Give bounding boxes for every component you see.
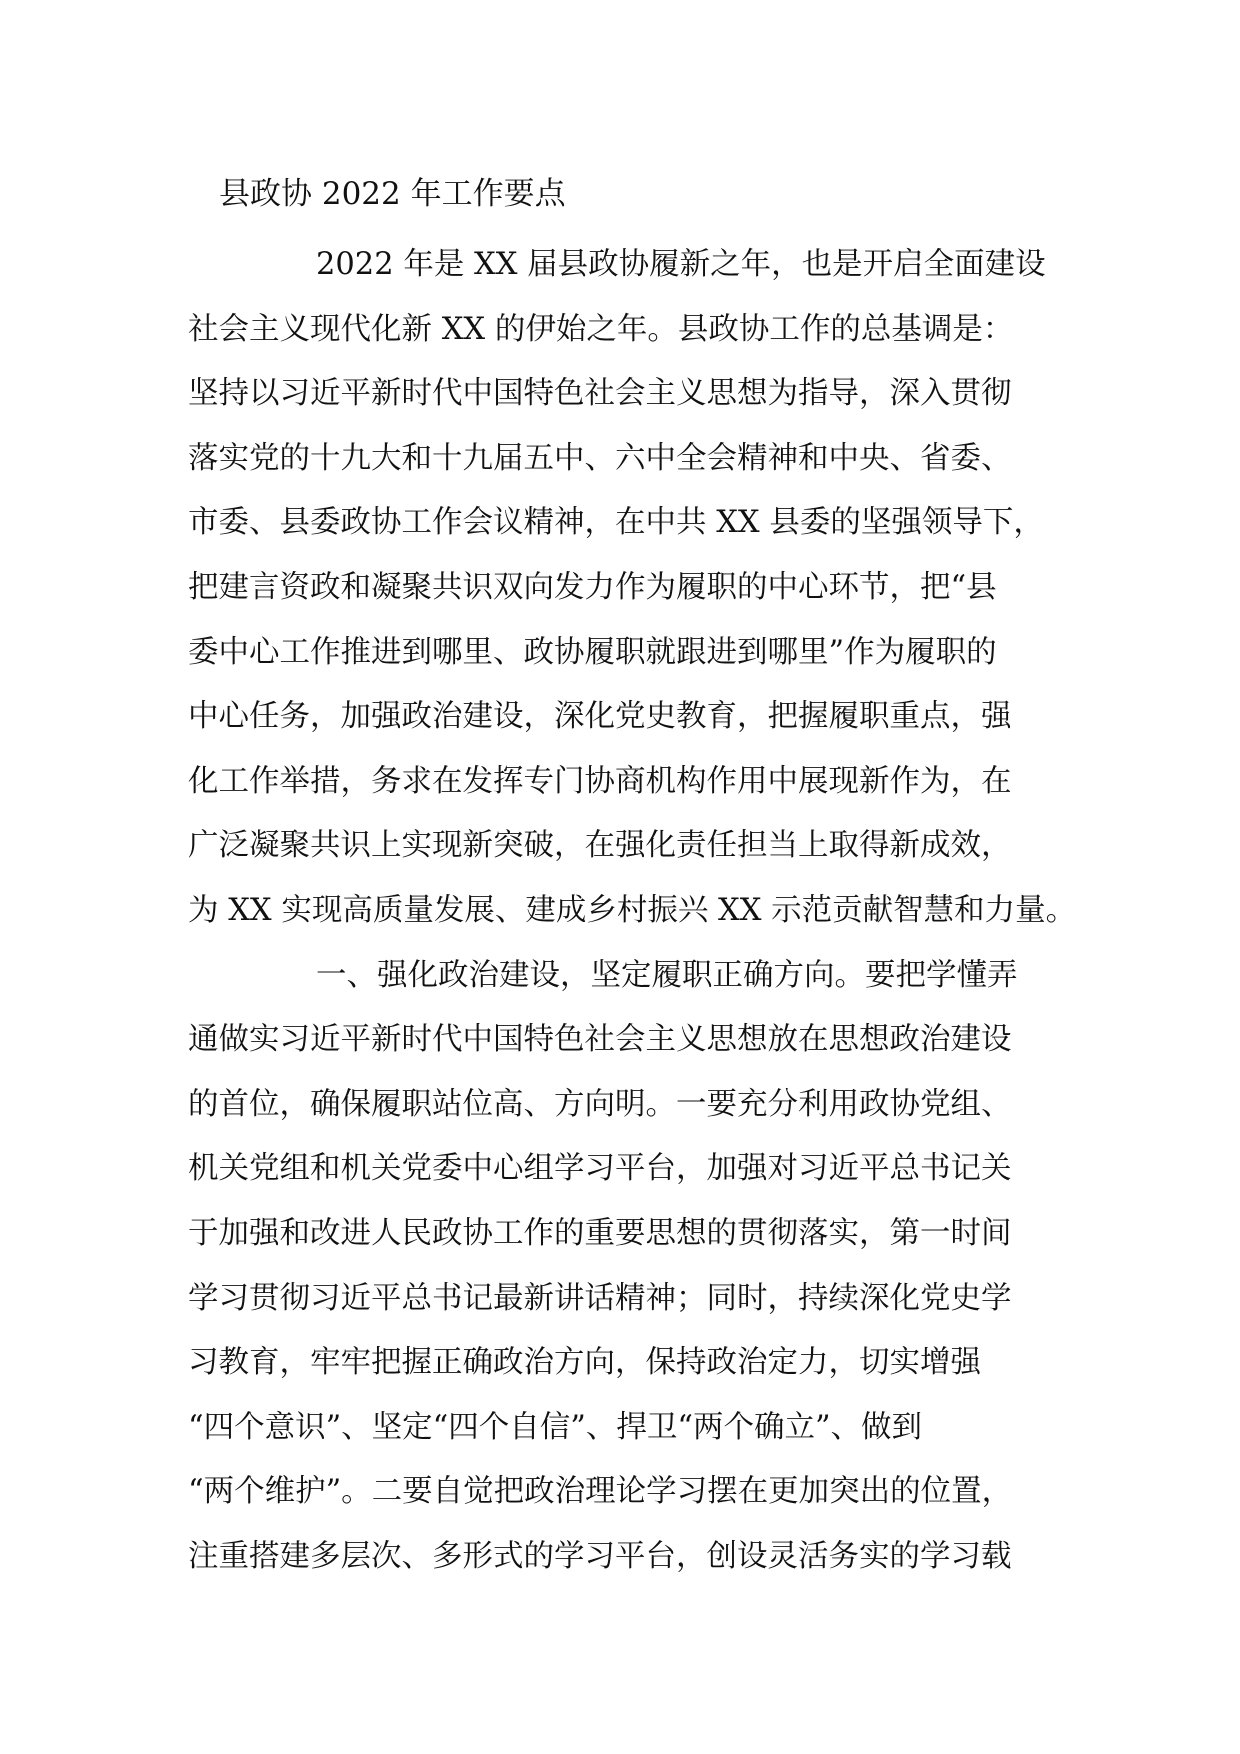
document-body xyxy=(188,233,1077,1589)
paragraph-line: “两个维护”。二要自觉把政治理论学习摆在更加突出的位置， xyxy=(188,1474,1013,1510)
document-title: 县政协 2022 年工作要点 xyxy=(219,176,566,212)
paragraph-line: “四个意识”、坚定“四个自信”、捍卫“两个确立”、做到 xyxy=(188,1409,923,1445)
paragraph-line: 学习贯彻习近平总书记最新讲话精神；同时，持续深化党史学 xyxy=(188,1280,1012,1316)
paragraph-line: 通做实习近平新时代中国特色社会主义思想放在思想政治建设 xyxy=(188,1022,1012,1058)
paragraph-line: 社会主义现代化新 XX 的伊始之年。县政协工作的总基调是： xyxy=(188,311,1014,347)
paragraph-line: 广泛凝聚共识上实现新突破，在强化责任担当上取得新成效， xyxy=(188,828,1012,864)
paragraph-line: 2022 年是 XX 届县政协履新之年，也是开启全面建设 xyxy=(316,247,1046,282)
paragraph-line: 机关党组和机关党委中心组学习平台，加强对习近平总书记关 xyxy=(188,1151,1012,1187)
paragraph-line: 于加强和改进人民政协工作的重要思想的贯彻落实，第一时间 xyxy=(188,1215,1012,1251)
paragraph-line: 的首位，确保履职站位高、方向明。一要充分利用政协党组、 xyxy=(188,1086,1012,1122)
paragraph-line: 化工作举措，务求在发挥专门协商机构作用中展现新作为，在 xyxy=(188,763,1012,799)
paragraph-line: 注重搭建多层次、多形式的学习平台，创设灵活务实的学习载 xyxy=(188,1538,1012,1574)
paragraph-line: 市委、县委政协工作会议精神，在中共 XX 县委的坚强领导下， xyxy=(188,505,1044,541)
paragraph-line: 坚持以习近平新时代中国特色社会主义思想为指导，深入贯彻 xyxy=(188,376,1012,412)
paragraph-line: 为 XX 实现高质量发展、建成乡村振兴 XX 示范贡献智慧和力量。 xyxy=(188,892,1077,928)
paragraph-line: 习教育，牢牢把握正确政治方向，保持政治定力，切实增强 xyxy=(188,1345,981,1381)
paragraph-line: 中心任务，加强政治建设，深化党史教育，把握履职重点，强 xyxy=(188,699,1012,735)
paragraph-line: 一、强化政治建设，坚定履职正确方向。要把学懂弄 xyxy=(316,957,1018,993)
paragraph-line: 落实党的十九大和十九届五中、六中全会精神和中央、省委、 xyxy=(188,440,1012,476)
paragraph-line: 把建言资政和凝聚共识双向发力作为履职的中心环节，把“县 xyxy=(188,569,997,605)
paragraph-line: 委中心工作推进到哪里、政协履职就跟进到哪里”作为履职的 xyxy=(188,634,997,670)
